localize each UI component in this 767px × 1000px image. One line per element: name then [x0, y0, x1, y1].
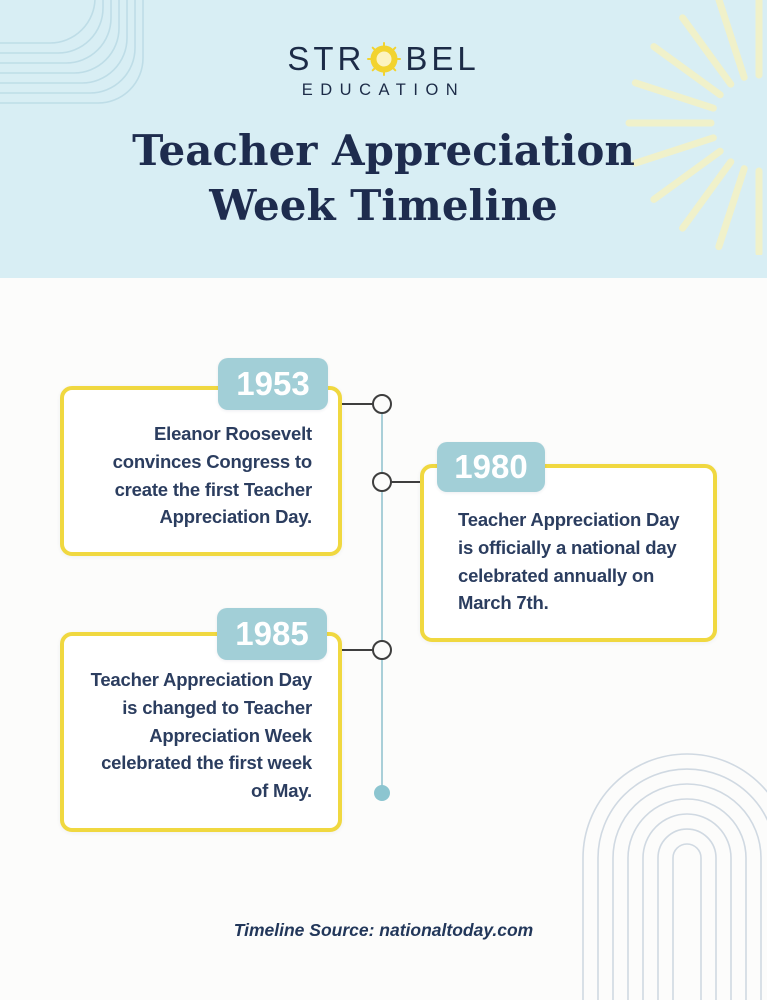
logo-text-prefix: STR — [287, 40, 366, 77]
event-description-1980: Teacher Appreciation Day is officially a national day celebrated annually on March 7th. — [458, 509, 680, 614]
source-attribution: Timeline Source: nationaltoday.com — [233, 920, 534, 940]
year-badge-1953: 1953 — [218, 358, 328, 410]
brand-logo-wordmark — [0, 40, 767, 78]
event-description-1985: Teacher Appreciation Day is changed to Teacher Appreciation Week celebrated the first week of May. — [90, 669, 312, 801]
event-card-1985 — [60, 615, 342, 832]
year-badge-1985: 1985 — [217, 608, 327, 660]
arches-decoration-icon — [567, 740, 767, 1000]
timeline-end-dot — [374, 785, 390, 801]
event-description-1953: Eleanor Roosevelt convinces Congress to create the first Teacher Appreciation Day. — [112, 423, 312, 528]
logo-subtitle: EDUCATION — [301, 81, 466, 99]
brand-logo — [0, 40, 767, 100]
header-band — [0, 0, 767, 278]
connector-1980 — [391, 481, 421, 483]
timeline-node-1953 — [372, 394, 392, 414]
year-badge-1980: 1980 — [437, 442, 545, 492]
sun-scribble-icon — [366, 41, 402, 77]
timeline-vertical-line — [381, 404, 383, 793]
connector-1985 — [342, 649, 373, 651]
connector-1953 — [342, 403, 373, 405]
page-title-line2: Week Timeline — [209, 180, 558, 230]
event-card-1980 — [420, 448, 717, 642]
logo-text-suffix: BEL — [405, 40, 480, 77]
page-title-line1: Teacher Appreciation — [132, 126, 635, 175]
event-card-1953 — [60, 365, 342, 556]
timeline-node-1985 — [372, 640, 392, 660]
page-title — [0, 124, 767, 233]
timeline-node-1980 — [372, 472, 392, 492]
